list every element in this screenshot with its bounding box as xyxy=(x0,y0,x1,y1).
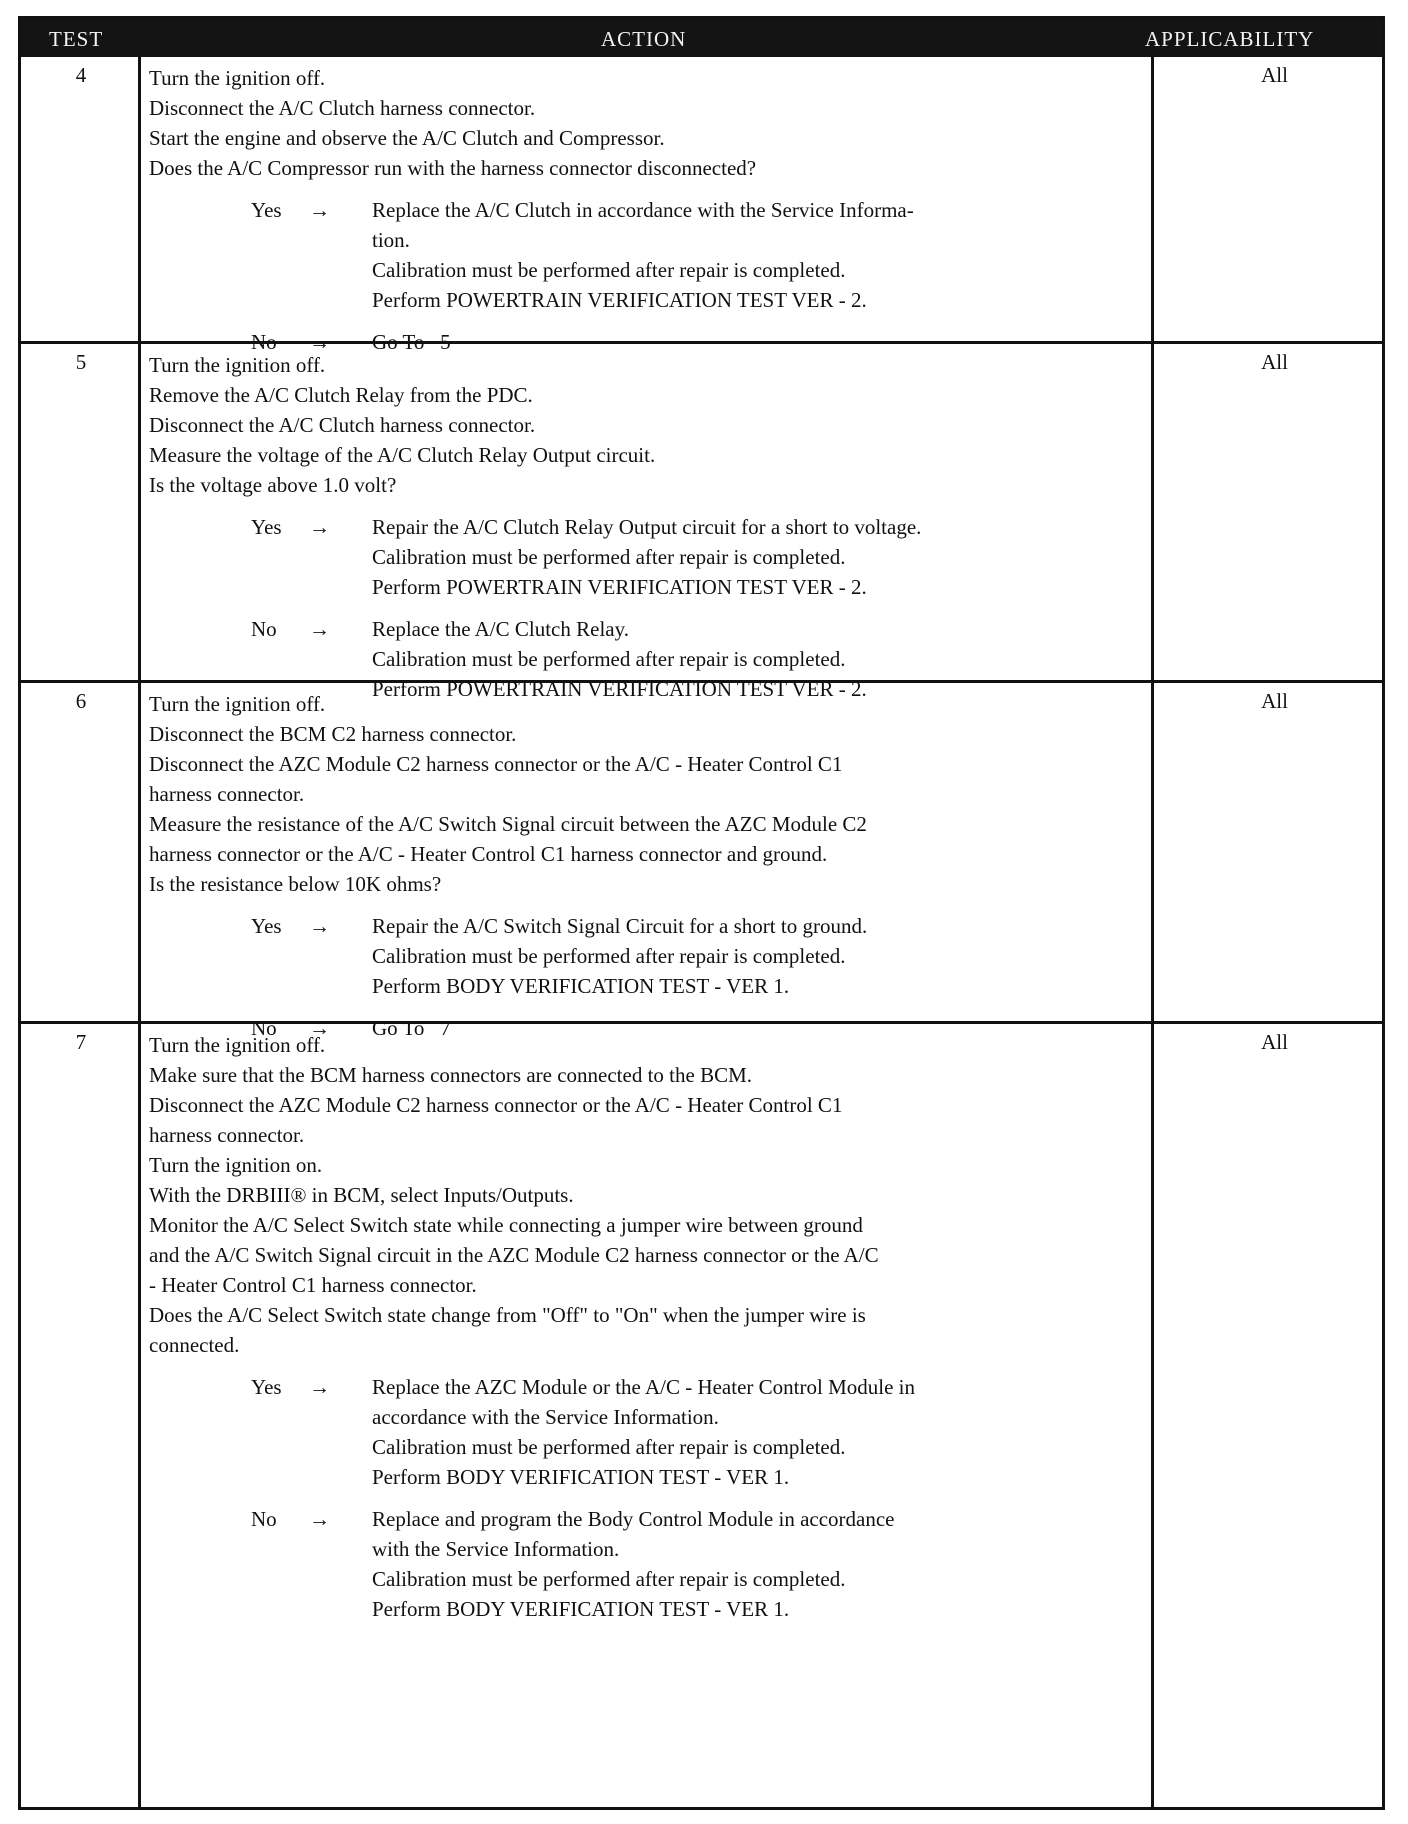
table-row xyxy=(21,344,1382,701)
step-line: Monitor the A/C Select Switch state while connecting a jumper wire between ground xyxy=(149,1213,863,1237)
yes-label: Yes xyxy=(251,515,282,539)
step-line: Measure the resistance of the A/C Switch Signal circuit between the AZC Module C2 xyxy=(149,812,867,836)
result-line: Replace the A/C Clutch Relay. xyxy=(372,617,629,641)
result-line: Calibration must be performed after repair is completed. xyxy=(372,1567,846,1591)
result-line: Calibration must be performed after repair is completed. xyxy=(372,944,846,968)
step-line: Turn the ignition off. xyxy=(149,353,326,377)
table-row xyxy=(21,683,1382,1040)
step-line: Make sure that the BCM harness connectors are connected to the BCM. xyxy=(149,1063,753,1087)
no-branch xyxy=(149,1504,1149,1624)
step-line: Disconnect the BCM C2 harness connector. xyxy=(149,722,517,746)
result-line: Replace the A/C Clutch in accordance with the Service Informa- xyxy=(372,198,914,222)
result-line: accordance with the Service Information. xyxy=(372,1405,719,1429)
header-action: ACTION xyxy=(601,27,687,51)
step-line: harness connector. xyxy=(149,1123,305,1147)
step-line: and the A/C Switch Signal circuit in the AZC Module C2 harness connector or the A/C xyxy=(149,1243,879,1267)
yes-branch xyxy=(149,195,1149,315)
no-label: No xyxy=(251,617,277,641)
step-line: Remove the A/C Clutch Relay from the PDC. xyxy=(149,383,533,407)
step-line: Turn the ignition off. xyxy=(149,66,326,90)
table-header xyxy=(21,19,1382,57)
yes-label: Yes xyxy=(251,1375,282,1399)
result-line: Calibration must be performed after repair is completed. xyxy=(372,258,846,282)
diagnostic-table xyxy=(18,16,1385,1810)
table-row xyxy=(21,1024,1382,1804)
result-line: Calibration must be performed after repair is completed. xyxy=(372,647,846,671)
arrow-icon: → xyxy=(309,1507,330,1531)
arrow-icon: → xyxy=(309,1375,330,1399)
no-label: No xyxy=(251,1016,277,1040)
result-line: Perform BODY VERIFICATION TEST - VER 1. xyxy=(372,1465,790,1489)
result-line: tion. xyxy=(372,228,410,252)
header-applicability: APPLICABILITY xyxy=(1145,27,1315,51)
result-line: Calibration must be performed after repair is completed. xyxy=(372,545,846,569)
table-row xyxy=(21,57,1382,354)
yes-label: Yes xyxy=(251,914,282,938)
result-line: Perform BODY VERIFICATION TEST - VER 1. xyxy=(372,974,790,998)
arrow-icon: → xyxy=(309,198,330,222)
arrow-icon: → xyxy=(309,1016,330,1040)
result-line: Go To 7 xyxy=(372,1016,451,1040)
step-line: Turn the ignition off. xyxy=(149,1033,326,1057)
arrow-icon: → xyxy=(309,914,330,938)
result-line: Perform POWERTRAIN VERIFICATION TEST VER - 2. xyxy=(372,575,867,599)
result-line: Repair the A/C Switch Signal Circuit for a short to ground. xyxy=(372,914,868,938)
step-line: Disconnect the AZC Module C2 harness connector or the A/C - Heater Control C1 xyxy=(149,752,843,776)
result-line: Perform POWERTRAIN VERIFICATION TEST VER - 2. xyxy=(372,288,867,312)
arrow-icon: → xyxy=(309,515,330,539)
step-line: Disconnect the AZC Module C2 harness connector or the A/C - Heater Control C1 xyxy=(149,1093,843,1117)
result-line: Replace and program the Body Control Module in accordance xyxy=(372,1507,895,1531)
step-line: Turn the ignition on. xyxy=(149,1153,323,1177)
action-cell xyxy=(149,63,1149,357)
step-line: Turn the ignition off. xyxy=(149,692,326,716)
result-line: Repair the A/C Clutch Relay Output circuit for a short to voltage. xyxy=(372,515,922,539)
yes-branch xyxy=(149,512,1149,602)
action-cell xyxy=(149,1030,1149,1624)
step-line: harness connector. xyxy=(149,782,305,806)
test-number: 6 xyxy=(75,689,87,713)
step-line: Disconnect the A/C Clutch harness connector. xyxy=(149,413,536,437)
applicability-value: All xyxy=(1261,1030,1288,1054)
result-line: Go To 5 xyxy=(372,330,451,354)
result-line: Perform POWERTRAIN VERIFICATION TEST VER - 2. xyxy=(372,677,867,701)
no-label: No xyxy=(251,330,277,354)
arrow-icon: → xyxy=(309,330,330,354)
step-line: harness connector or the A/C - Heater Control C1 harness connector and ground. xyxy=(149,842,828,866)
yes-branch xyxy=(149,1372,1149,1492)
yes-branch xyxy=(149,911,1149,1001)
result-line: Calibration must be performed after repair is completed. xyxy=(372,1435,846,1459)
step-line: connected. xyxy=(149,1333,240,1357)
action-cell xyxy=(149,689,1149,1043)
test-number: 4 xyxy=(75,63,87,87)
test-number: 7 xyxy=(75,1030,87,1054)
result-line: with the Service Information. xyxy=(372,1537,620,1561)
no-label: No xyxy=(251,1507,277,1531)
applicability-value: All xyxy=(1261,689,1288,713)
step-line: - Heater Control C1 harness connector. xyxy=(149,1273,477,1297)
step-line: Is the resistance below 10K ohms? xyxy=(149,872,442,896)
step-line: Measure the voltage of the A/C Clutch Relay Output circuit. xyxy=(149,443,656,467)
applicability-value: All xyxy=(1261,63,1288,87)
test-number: 5 xyxy=(75,350,87,374)
step-line: Is the voltage above 1.0 volt? xyxy=(149,473,397,497)
applicability-value: All xyxy=(1261,350,1288,374)
result-line: Replace the AZC Module or the A/C - Heater Control Module in xyxy=(372,1375,915,1399)
yes-label: Yes xyxy=(251,198,282,222)
header-test: TEST xyxy=(49,27,104,51)
arrow-icon: → xyxy=(309,617,330,641)
step-line: Does the A/C Compressor run with the harness connector disconnected? xyxy=(149,156,757,180)
step-line: With the DRBIII® in BCM, select Inputs/Outputs. xyxy=(149,1183,574,1207)
action-cell xyxy=(149,350,1149,704)
step-line: Start the engine and observe the A/C Clutch and Compressor. xyxy=(149,126,665,150)
step-line: Does the A/C Select Switch state change from "Off" to "On" when the jumper wire is xyxy=(149,1303,866,1327)
step-line: Disconnect the A/C Clutch harness connector. xyxy=(149,96,536,120)
result-line: Perform BODY VERIFICATION TEST - VER 1. xyxy=(372,1597,790,1621)
